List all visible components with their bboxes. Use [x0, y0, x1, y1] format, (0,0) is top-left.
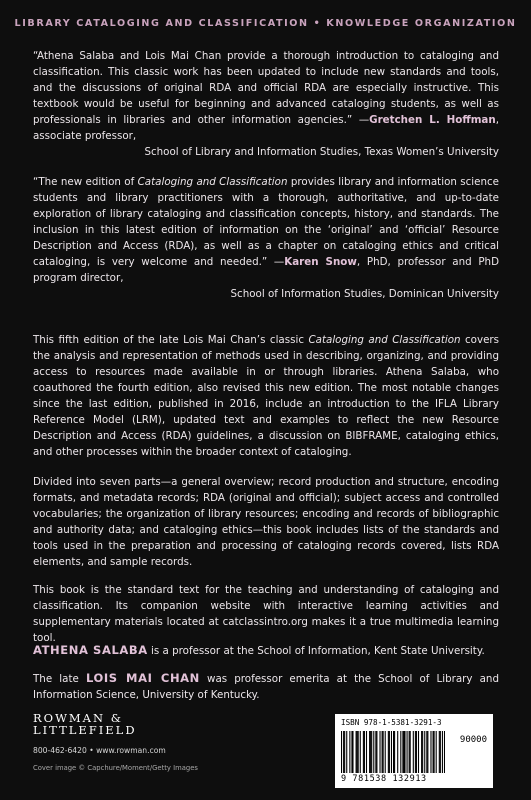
endorsement-hoffman: “Athena Salaba and Lois Mai Chan provide a thorough introduction to cataloging and classification. This classic work has been updated to include new standards and tools, and the discussions of original RDA and official RDA are especially instructive. This textbook would be useful for beginning and advanced cataloging students, as well as professionals in libraries and other information agencies.” —Gretchen L. Hoffman, associate professor, School of Library and Information Studies, Texas Women’s University — [33, 50, 499, 158]
barcode-bar — [430, 731, 431, 773]
price-code: 90000 — [459, 735, 487, 745]
barcode-bar — [391, 731, 392, 773]
endorser-role: , PhD, professor and PhD program director, — [33, 256, 499, 284]
barcode-bar — [364, 731, 365, 773]
endorsement-snow: “The new edition of Cataloging and Classification provides library and information science students and library practitioners with a thorough, authoritative, and up-to-date exploration of library cataloging and classification concepts, history, and standards. The inclusion in this latest edition of information on the ‘original’ and ‘official’ Resource Description and Access (RDA), as well as a chapter on cataloging ethics and critical cataloging, is very welcome and needed.” —Karen Snow, PhD, professor and PhD program director, School of Information Studies, Dominican University — [33, 176, 500, 300]
description-paragraph-2: Divided into seven parts—a general overview; record production and structure, encoding formats, and metadata records; RDA (original and official); subject access and controlled vocabularies; the organization of library resources; encoding and records of bibliographic and authority data; and cataloging ethics—this book includes lists of the standards and tools used in the preparation and processing of cataloging records covered, lists RDA elements, and sample records. — [33, 476, 499, 568]
barcode-bar — [418, 731, 419, 773]
barcode-bar — [421, 731, 422, 773]
author-name: LOIS MAI CHAN — [85, 671, 200, 685]
barcode-bar — [416, 731, 417, 773]
cover-image-credit: Cover image © Capchure/Moment/Getty Images — [33, 764, 198, 772]
author-name: ATHENA SALABA — [33, 643, 148, 657]
barcode-bar — [426, 731, 427, 773]
barcode-bar — [427, 731, 428, 773]
barcode-bar — [389, 731, 390, 773]
barcode-bar — [397, 731, 398, 773]
endorser-affiliation: School of Library and Information Studies, Texas Women’s University — [144, 146, 499, 158]
endorser-role: , associate professor, — [33, 114, 499, 142]
barcode-bar — [356, 731, 357, 773]
barcode-bar — [366, 731, 367, 773]
publisher-logo: ROWMAN & LITTLEFIELD — [33, 711, 137, 737]
barcode-bar — [444, 731, 445, 773]
barcode-bar — [410, 731, 411, 773]
endorser-name: Gretchen L. Hoffman — [369, 114, 496, 126]
barcode-bar — [415, 731, 416, 773]
barcode-bar — [379, 731, 380, 773]
barcode-bar — [375, 731, 376, 773]
barcode-bar — [371, 731, 372, 773]
endorser-name: Karen Snow — [284, 256, 357, 268]
barcode-bar — [383, 731, 384, 773]
isbn-text: ISBN 978-1-5381-3291-3 — [341, 718, 442, 727]
barcode-bar — [344, 731, 345, 773]
barcode-bar — [363, 731, 364, 773]
barcode-bar — [388, 731, 389, 773]
barcode-bar — [440, 731, 441, 773]
barcode-bar — [400, 731, 401, 773]
barcode-bar — [394, 731, 395, 773]
barcode-bar — [376, 731, 377, 773]
barcode-bar — [393, 731, 394, 773]
endorser-affiliation: School of Information Studies, Dominican University — [230, 288, 499, 300]
barcode-bar — [370, 731, 371, 773]
barcode-bar — [407, 731, 408, 773]
barcode-bar — [349, 731, 350, 773]
endorsement-text: “Athena Salaba and Lois Mai Chan provide a thorough introduction to cataloging and classification. This classic work has been updated to include new standards and tools, and the discussions of original RDA and official RDA are especially instructive. This textbook would be useful for beginning and advanced cataloging students, as well as professionals in libraries and other information agencies.” — [33, 50, 499, 126]
barcode-digits: 9 781538 132913 — [341, 774, 427, 784]
barcode-bar — [382, 731, 383, 773]
barcode-bar — [436, 731, 437, 773]
description-paragraph-1: This fifth edition of the late Lois Mai Chan’s classic Cataloging and Classification covers the analysis and representation of methods used in describing, organizing, and providing access to resources made available in or through libraries. Athena Salaba, who coauthored the fourth edition, also revised this new edition. The most notable changes since the last edition, published in 2016, include an introduction to the IFLA Library Reference Model (LRM), updated text and examples to reflect the new Resource Description and Access (RDA) guidelines, a discussion on BIBFRAME, cataloging ethics, and other processes within the broader context of cataloging. — [33, 334, 500, 458]
description-paragraph-3: This book is the standard text for the teaching and understanding of cataloging and classification. Its companion website with interactive learning activities and supplementary materials located at catclassintro.org makes it a true multimedia learning tool. — [33, 584, 499, 644]
author-bio-chan: The late LOIS MAI CHAN was professor emerita at the School of Library and Information Science, University of Kentucky. — [33, 671, 499, 701]
barcode-bar — [422, 731, 423, 773]
isbn-barcode — [335, 714, 493, 788]
barcode-bar — [402, 731, 403, 773]
barcode-bar — [439, 731, 440, 773]
barcode-bar — [352, 731, 353, 773]
book-title-italic: Cataloging and Classification — [137, 176, 288, 188]
category-header: LIBRARY CATALOGING AND CLASSIFICATION • KNOWLEDGE ORGANIZATION — [14, 18, 517, 29]
barcode-bar — [424, 731, 425, 773]
barcode-bar — [409, 731, 410, 773]
barcode-bar — [341, 731, 342, 773]
barcode-bar — [358, 731, 359, 773]
barcode-bar — [357, 731, 358, 773]
barcode-bars — [341, 731, 445, 773]
barcode-bar — [442, 731, 443, 773]
publisher-contact: 800-462-6420 • www.rowman.com — [33, 746, 166, 755]
barcode-bar — [369, 731, 370, 773]
barcode-bar — [343, 731, 344, 773]
barcode-bar — [404, 731, 405, 773]
barcode-bar — [360, 731, 361, 773]
barcode-bar — [434, 731, 435, 773]
author-bio-salaba: ATHENA SALABA is a professor at the School of Information, Kent State University. — [33, 643, 485, 657]
barcode-bar — [351, 731, 352, 773]
barcode-bar — [403, 731, 404, 773]
barcode-bar — [373, 731, 374, 773]
barcode-bar — [413, 731, 414, 773]
barcode-bar — [433, 731, 434, 773]
barcode-bar — [346, 731, 347, 773]
barcode-bar — [385, 731, 386, 773]
